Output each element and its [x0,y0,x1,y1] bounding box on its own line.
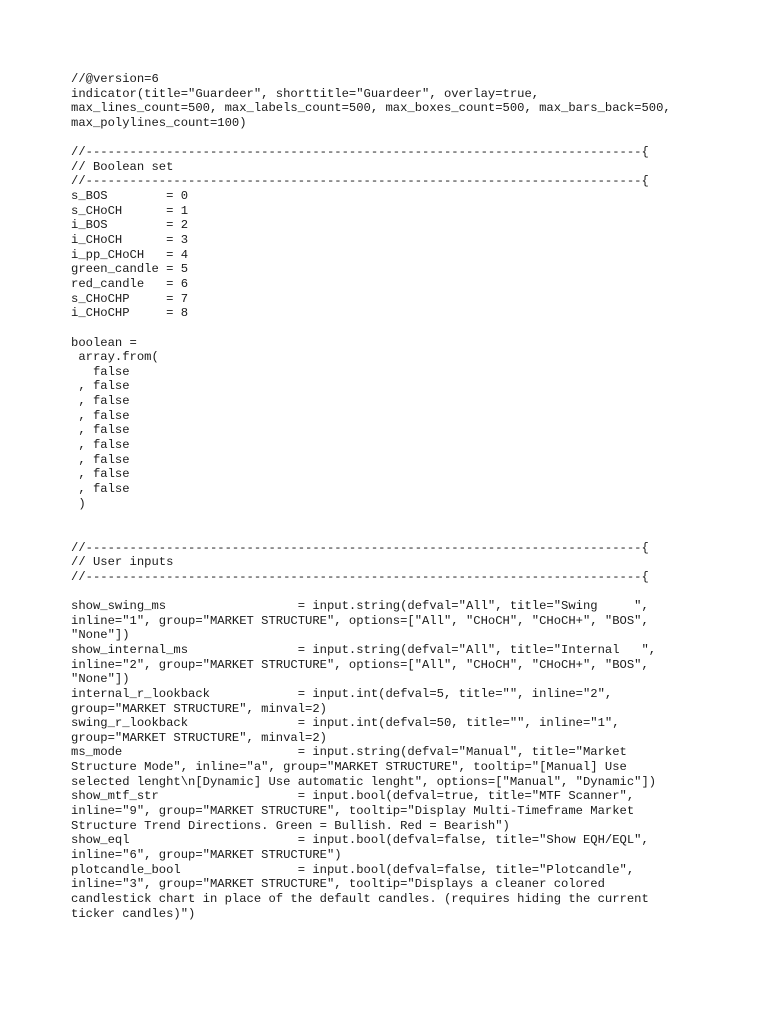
code-line: , false [71,452,130,467]
code-line: s_BOS = 0 [71,189,189,204]
code-line: i_CHoCH = 3 [71,233,189,248]
code-line: , false [71,481,130,496]
code-line: //----------------------------------------------------------------------------{ [71,569,649,584]
code-line: s_CHoCH = 1 [71,203,189,218]
code-line: show_mtf_str = input.bool(defval=true, title="MTF Scanner", [71,789,635,804]
code-line: i_BOS = 2 [71,218,189,233]
code-line: //----------------------------------------------------------------------------{ [71,145,649,160]
code-line: selected lenght\n[Dynamic] Use automatic lenght", options=["Manual", "Dynamic"]) [71,774,657,789]
code-line: //----------------------------------------------------------------------------{ [71,174,649,189]
code-line: inline="2", group="MARKET STRUCTURE", options=["All", "CHoCH", "CHoCH+", "BOS", [71,657,649,672]
code-line: // User inputs [71,555,174,570]
blank-line [71,511,711,526]
code-line: Structure Trend Directions. Green = Bullish. Red = Bearish") [71,818,510,833]
code-line: Structure Mode", inline="a", group="MARKET STRUCTURE", tooltip="[Manual] Use [71,760,627,775]
code-line: "None"]) [71,628,130,643]
code-line: red_candle = 6 [71,276,189,291]
code-line: swing_r_lookback = input.int(defval=50, title="", inline="1", [71,716,620,731]
code-line: //----------------------------------------------------------------------------{ [71,540,649,555]
code-line: , false [71,423,130,438]
code-line: inline="6", group="MARKET STRUCTURE") [71,847,342,862]
code-line: i_pp_CHoCH = 4 [71,247,189,262]
code-line: show_internal_ms = input.string(defval="All", title="Internal ", [71,642,657,657]
code-line: s_CHoCHP = 7 [71,291,189,306]
code-line: show_swing_ms = input.string(defval="All", title="Swing ", [71,599,649,614]
code-line: array.from( [71,350,159,365]
code-line: ms_mode = input.string(defval="Manual", title="Market [71,745,627,760]
code-line: , false [71,379,130,394]
code-line: // Boolean set [71,159,174,174]
code-line: , false [71,408,130,423]
code-line: , false [71,467,130,482]
blank-line [71,526,711,541]
code-line: false [71,364,130,379]
code-line: boolean = [71,335,137,350]
blank-line [71,584,711,599]
code-line: green_candle = 5 [71,262,189,277]
code-line: , false [71,438,130,453]
code-line: max_lines_count=500, max_labels_count=500, max_boxes_count=500, max_bars_back=500, [71,101,671,116]
blank-line [71,321,711,336]
code-line: group="MARKET STRUCTURE", minval=2) [71,730,327,745]
code-line: show_eql = input.bool(defval=false, title="Show EQH/EQL", [71,833,649,848]
code-line: inline="1", group="MARKET STRUCTURE", options=["All", "CHoCH", "CHoCH+", "BOS", [71,613,649,628]
code-line: inline="9", group="MARKET STRUCTURE", tooltip="Display Multi-Timeframe Market [71,804,635,819]
code-line: ticker candles)") [71,906,196,921]
code-line: "None"]) [71,672,130,687]
code-line: group="MARKET STRUCTURE", minval=2) [71,701,327,716]
code-line: plotcandle_bool = input.bool(defval=false, title="Plotcandle", [71,862,635,877]
code-line: indicator(title="Guardeer", shorttitle="Guardeer", overlay=true, [71,86,540,101]
code-line: max_polylines_count=100) [71,115,247,130]
code-line: inline="3", group="MARKET STRUCTURE", tooltip="Displays a cleaner colored [71,877,605,892]
code-line: ) [71,496,86,511]
blank-line [71,131,711,146]
code-line: internal_r_lookback = input.int(defval=5, title="", inline="2", [71,686,613,701]
code-line: , false [71,394,130,409]
code-line: i_CHoCHP = 8 [71,306,189,321]
code-line: candlestick chart in place of the default candles. (requires hiding the current [71,891,649,906]
code-line: //@version=6 [71,72,159,86]
code-listing [71,72,711,921]
